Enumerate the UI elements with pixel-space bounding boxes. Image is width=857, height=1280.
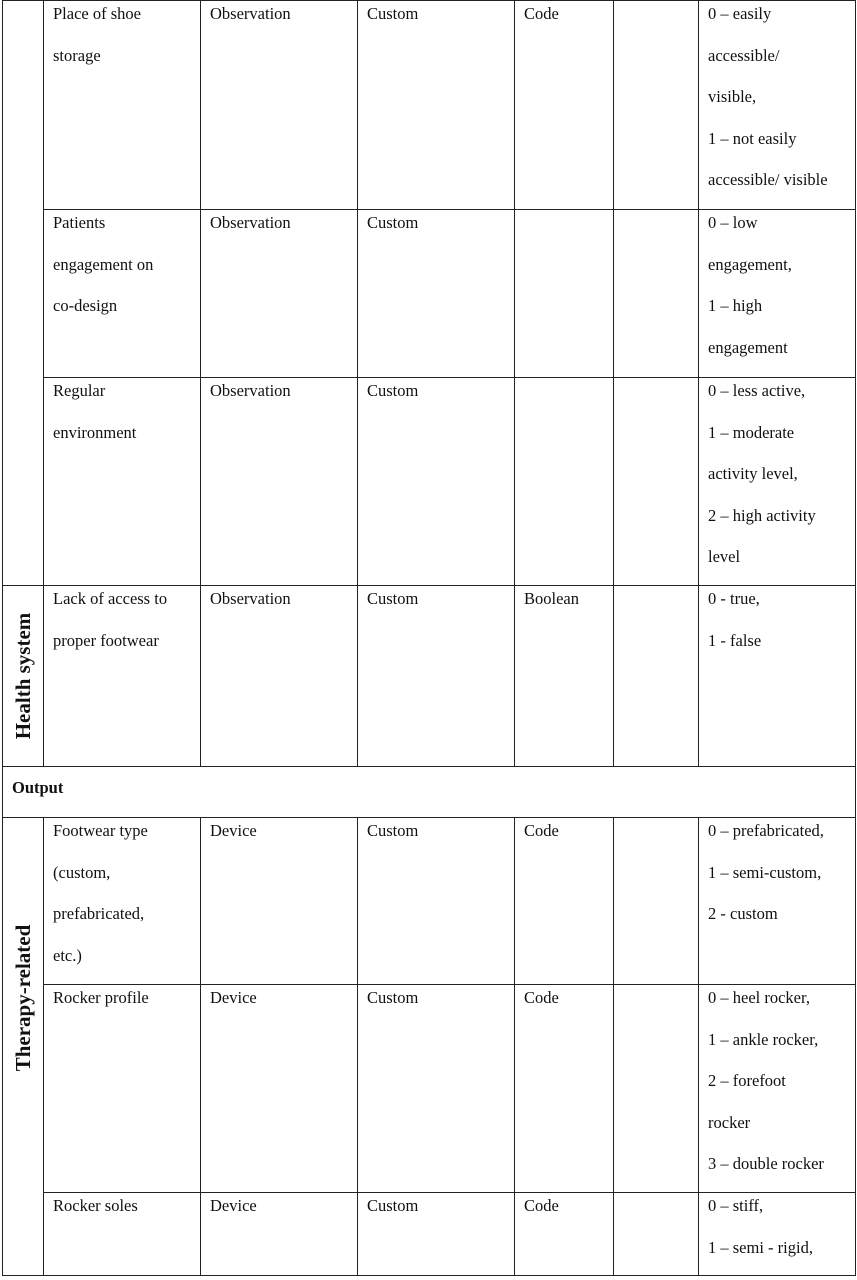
method-cell: Device [201, 985, 358, 1193]
instrument-cell: Custom [358, 586, 515, 767]
type-cell: Code [515, 818, 614, 985]
section-row [3, 767, 856, 818]
method-cell: Observation [201, 1, 358, 210]
empty-cell [614, 1193, 699, 1276]
type-cell: Code [515, 1193, 614, 1276]
category-cell-empty [3, 1, 44, 586]
instrument-cell: Custom [358, 378, 515, 586]
method-cell: Observation [201, 586, 358, 767]
method-cell: Device [201, 818, 358, 985]
variable-name-cell: Lack of access to proper footwear [44, 586, 201, 767]
instrument-cell: Custom [358, 1, 515, 210]
instrument-cell: Custom [358, 210, 515, 378]
values-cell: 0 – stiff, 1 – semi - rigid, [699, 1193, 856, 1276]
variable-name-cell: Rocker soles [44, 1193, 201, 1276]
category-label: Health system [11, 612, 35, 740]
values-cell: 0 - true, 1 - false [699, 586, 856, 767]
type-cell: Code [515, 1, 614, 210]
instrument-cell: Custom [358, 985, 515, 1193]
table-row [3, 1193, 856, 1276]
instrument-cell: Custom [358, 1193, 515, 1276]
empty-cell [614, 586, 699, 767]
variable-name-cell: Footwear type (custom, prefabricated, etc.) [44, 818, 201, 985]
values-cell: 0 – less active, 1 – moderate activity level, 2 – high activity level [699, 378, 856, 586]
variable-name-cell: Rocker profile [44, 985, 201, 1193]
method-cell: Observation [201, 378, 358, 586]
variable-name-cell: Patients engagement on co-design [44, 210, 201, 378]
data-table [2, 0, 856, 1276]
table-row [3, 1, 856, 210]
values-cell: 0 – easily accessible/ visible, 1 – not easily accessible/ visible [699, 1, 856, 210]
category-cell-therapy-related [3, 818, 44, 1276]
method-cell: Device [201, 1193, 358, 1276]
category-label: Therapy-related [11, 924, 35, 1072]
table-row [3, 378, 856, 586]
empty-cell [614, 1, 699, 210]
variable-name-cell: Place of shoe storage [44, 1, 201, 210]
type-cell: Code [515, 985, 614, 1193]
table-row [3, 985, 856, 1193]
category-cell-health-system [3, 586, 44, 767]
empty-cell [614, 985, 699, 1193]
table-row [3, 818, 856, 985]
values-cell: 0 – low engagement, 1 – high engagement [699, 210, 856, 378]
empty-cell [614, 210, 699, 378]
type-cell [515, 378, 614, 586]
table-row [3, 210, 856, 378]
values-cell: 0 – prefabricated, 1 – semi-custom, 2 - custom [699, 818, 856, 985]
instrument-cell: Custom [358, 818, 515, 985]
type-cell [515, 210, 614, 378]
type-cell: Boolean [515, 586, 614, 767]
method-cell: Observation [201, 210, 358, 378]
variable-name-cell: Regular environment [44, 378, 201, 586]
values-cell: 0 – heel rocker, 1 – ankle rocker, 2 – forefoot rocker 3 – double rocker [699, 985, 856, 1193]
empty-cell [614, 378, 699, 586]
section-title-output: Output [3, 767, 856, 818]
table-row [3, 586, 856, 767]
empty-cell [614, 818, 699, 985]
